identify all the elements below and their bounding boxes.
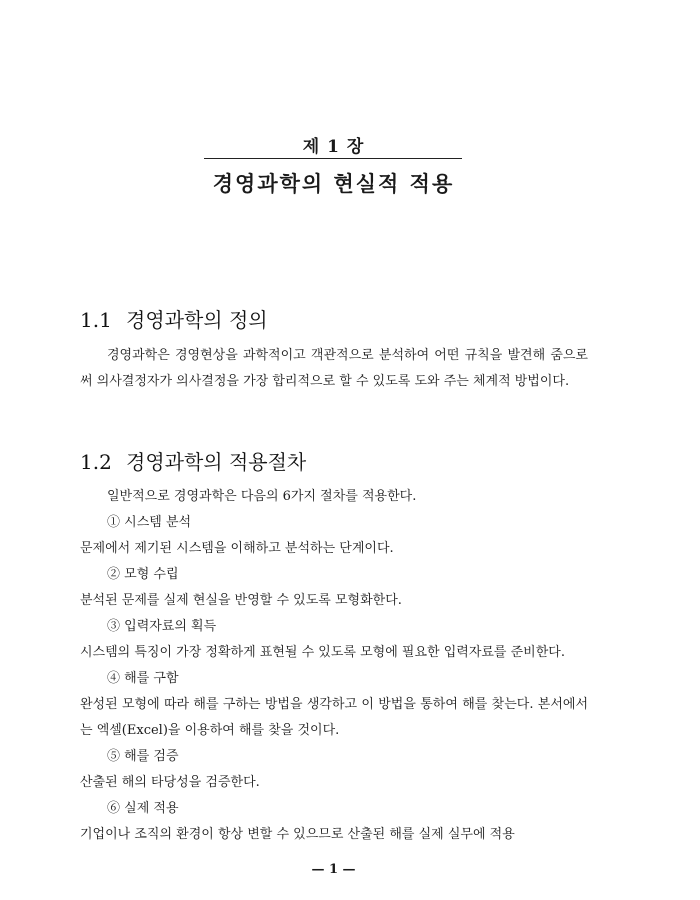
step-heading: ⑤ 해를 검증	[107, 749, 179, 764]
step-text: 완성된 모형에 따라 해를 구하는 방법을 생각하고 이 방법을 통하여 해를 찾는다. 본서에서는 엑셀(Excel)을 이용하여 해를 찾을 것이다.	[80, 697, 588, 738]
procedure-steps	[80, 484, 588, 848]
section-title: 경영과학의 적용절차	[126, 450, 307, 474]
procedure-intro: 일반적으로 경영과학은 다음의 6가지 절차를 적용한다.	[107, 489, 417, 504]
definition-paragraph: 경영과학은 경영현상을 과학적이고 객관적으로 분석하여 어떤 규칙을 발견해 줌으로써 의사결정자가 의사결정을 가장 합리적으로 할 수 있도록 도와 주는 체계적 방법이다.	[80, 348, 588, 389]
section-heading-1-1	[80, 304, 268, 333]
step-heading: ④ 해를 구함	[107, 671, 179, 686]
step-heading: ② 모형 수립	[107, 567, 179, 582]
step-text: 기업이나 조직의 환경이 항상 변할 수 있으므로 산출된 해를 실제 실무에 적용	[80, 827, 515, 842]
step-text: 시스템의 특징이 가장 정확하게 표현될 수 있도록 모형에 필요한 입력자료를 준비한다.	[80, 645, 565, 660]
step-heading: ③ 입력자료의 획득	[107, 619, 217, 634]
chapter-title: 경영과학의 현실적 적용	[212, 171, 455, 196]
step-heading: ⑥ 실제 적용	[107, 801, 179, 816]
chapter-rule	[204, 158, 462, 159]
section-title: 경영과학의 정의	[126, 308, 268, 332]
step-heading: ① 시스템 분석	[107, 515, 192, 530]
chapter-label: 제 1 장	[302, 137, 365, 157]
step-text: 분석된 문제를 실제 현실을 반영할 수 있도록 모형화한다.	[80, 593, 402, 608]
section-heading-1-2	[80, 446, 306, 475]
section-number: 1.1	[80, 308, 112, 332]
section-number: 1.2	[80, 450, 112, 474]
page-number: — 1 —	[311, 862, 356, 877]
step-text: 문제에서 제기된 시스템을 이해하고 분석하는 단계이다.	[80, 541, 394, 556]
step-text: 산출된 해의 타당성을 검증한다.	[80, 775, 260, 790]
